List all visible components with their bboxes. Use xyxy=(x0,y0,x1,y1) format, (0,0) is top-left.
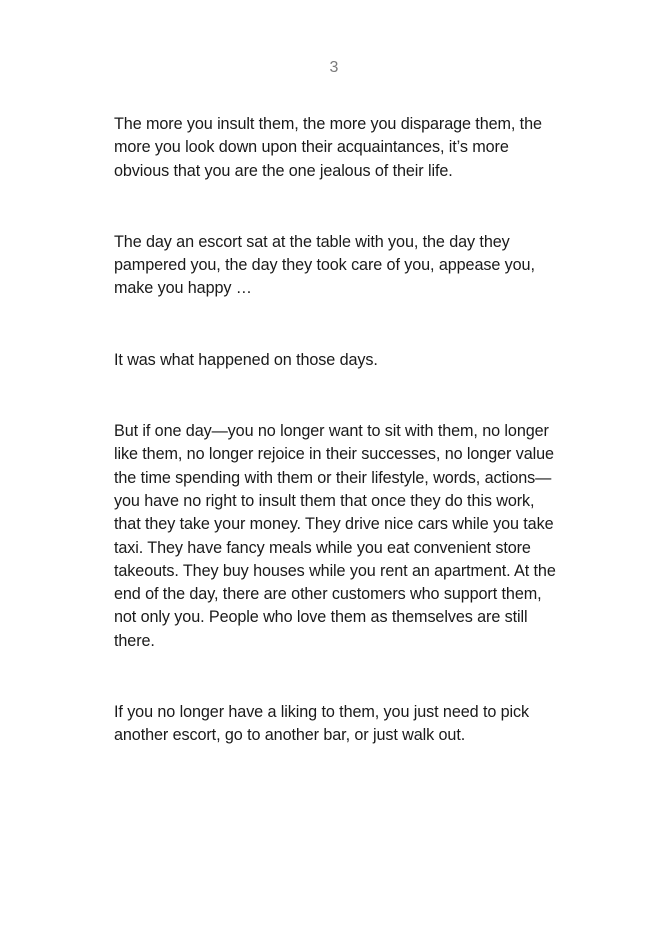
body-text xyxy=(114,113,556,748)
paragraph-3: It was what happened on those days. xyxy=(114,350,378,369)
paragraph-4: But if one day—you no longer want to sit with them, no longer like them, no longer rejoice in their successes, no longer value the time spending with them or their lifestyle, words, actions—you have no right to insult them that once they do this work, that they take your money. They drive nice cars while you take taxi. They have fancy meals while you eat convenient store takeouts. They buy houses while you rent an apartment. At the end of the day, there are other customers who support them, not only you. People who love them as themselves are still there. xyxy=(114,422,556,650)
paragraph-5: If you no longer have a liking to them, you just need to pick another escort, go to another bar, or just walk out. xyxy=(114,703,530,745)
paragraph-2: The day an escort sat at the table with you, the day they pampered you, the day they took care of you, appease you, make you happy … xyxy=(114,232,535,298)
page-number: 3 xyxy=(329,59,339,76)
paragraph-1: The more you insult them, the more you disparage them, the more you look down upon their acquaintances, it’s more obvious that you are the one jealous of their life. xyxy=(114,115,542,180)
